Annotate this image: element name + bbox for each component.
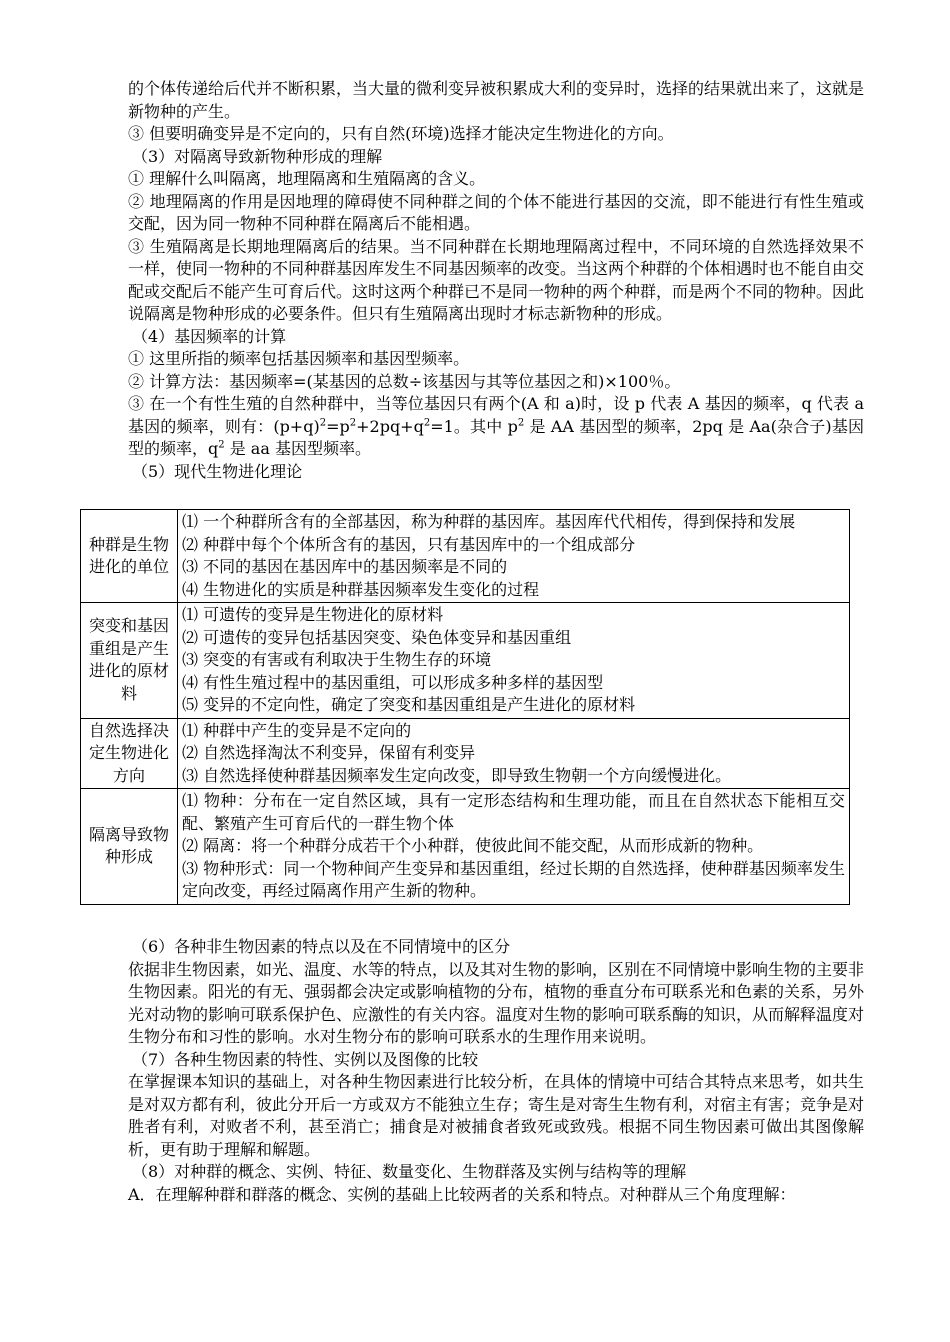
section-3-title: （3）对隔离导致新物种形成的理解 <box>132 146 383 166</box>
variation-note: ③ 但要明确变异是不定向的，只有自然(环境)选择才能决定生物进化的方向。 <box>128 124 674 143</box>
list-item: ⑶ 突变的有害或有利取决于生物生存的环境 <box>182 650 492 669</box>
row-content <box>178 789 850 905</box>
evolution-theory-table <box>80 509 850 905</box>
list-item: ⑶ 自然选择使种群基因频率发生定向改变，即导致生物朝一个方向缓慢进化。 <box>182 765 732 785</box>
section-7-title: （7）各种生物因素的特性、实例以及图像的比较 <box>132 1049 479 1069</box>
list-item: ⑶ 物种形式：同一个物种间产生变异和基因重组，经过长期的自然选择，使种群基因频率发生定向改变，再经过隔离作用产生新的物种。 <box>182 858 845 900</box>
row-content <box>178 603 850 719</box>
list-item: ⑵ 自然选择淘汰不利变异，保留有利变异 <box>182 743 476 762</box>
row-heading: 种群是生物进化的单位 <box>81 510 178 603</box>
list-item: ⑷ 生物进化的实质是种群基因频率发生变化的过程 <box>182 579 540 599</box>
table-row <box>81 789 850 905</box>
list-item: ⑵ 隔离：将一个种群分成若干个小种群，使彼此间不能交配，从而形成新的物种。 <box>182 836 764 855</box>
section-8-text: A．在理解种群和群落的概念、实例的基础上比较两者的关系和特点。对种群从三个角度理解： <box>128 1184 796 1204</box>
section-3-item-1: ① 理解什么叫隔离，地理隔离和生殖隔离的含义。 <box>128 169 486 188</box>
row-heading: 隔离导致物种形成 <box>81 789 178 905</box>
row-content <box>178 510 850 603</box>
page-upper <box>128 78 864 483</box>
section-7-text: 在掌握课本知识的基础上，对各种生物因素进行比较分析，在具体的情境中可结合其特点来思考，如共生是对双方都有利，彼此分开后一方或双方不能独立生存；寄生是对寄生生物有利，对宿主有害；竞争是对胜者有利，对败者不利，甚至消亡；捕食是对被捕食者致死或致残。根据不同生物因素可做出其图像解析，更有助于理解和解题。 <box>128 1072 865 1159</box>
table-row <box>81 718 850 789</box>
list-item: ⑸ 变异的不定向性，确定了突变和基因重组是产生进化的原材料 <box>182 695 636 714</box>
list-item: ⑵ 种群中每个个体所含有的基因，只有基因库中的一个组成部分 <box>182 534 636 554</box>
section-4-item-3: ③ 在一个有性生殖的自然种群中，当等位基因只有两个(A 和 a)时，设 p 代表 A 基因的频率，q 代表 a 基因的频率，则有：$(p+q)^2=p^2+2pq+q^2=1$。其中 $p^2$ 是 AA 基因型的频率，2pq 是 Aa(杂合子)基因型的频率，$q^2$ 是 aa 基因型频率。 <box>128 394 864 458</box>
section-3-item-3: ③ 生殖隔离是长期地理隔离后的结果。当不同种群在长期地理隔离过程中，不同环境的自然选择效果不一样，使同一物种的不同种群基因库发生不同基因频率的改变。当这两个种群的个体相遇时也不能自由交配或交配后不能产生可育后代。这时这两个种群已不是同一物种的两个种群，而是两个不同的物种。因此说隔离是物种形成的必要条件。但只有生殖隔离出现时才标志新物种的形成。 <box>128 236 865 323</box>
table-row <box>81 510 850 603</box>
section-8-title: （8）对种群的概念、实例、特征、数量变化、生物群落及实例与结构等的理解 <box>132 1162 687 1181</box>
section-6-text: 依据非生物因素，如光、温度、水等的特点，以及其对生物的影响，区别在不同情境中影响生物的主要非生物因素。阳光的有无、强弱都会决定或影响植物的分布，植物的垂直分布可联系光和色素的关系，另外光对动物的影响可联系保护色、应激性的有关内容。温度对生物的影响可联系酶的知识，从而解释温度对生物分布和习性的影响。水对生物分布的影响可联系水的生理作用来说明。 <box>128 959 865 1046</box>
section-4-item-2: ② 计算方法：基因频率=(某基因的总数÷该基因与其等位基因之和)×100％。 <box>128 371 681 391</box>
section-6-title: （6）各种非生物因素的特点以及在不同情境中的区分 <box>132 937 511 956</box>
row-heading: 自然选择决定生物进化方向 <box>81 718 178 789</box>
table-row <box>81 603 850 719</box>
list-item: ⑴ 种群中产生的变异是不定向的 <box>182 720 412 740</box>
section-5-title: （5）现代生物进化理论 <box>132 461 303 481</box>
section-3-item-2: ② 地理隔离的作用是因地理的障碍使不同种群之间的个体不能进行基因的交流，即不能进行有性生殖或交配，因为同一物种不同种群在隔离后不能相遇。 <box>128 191 864 233</box>
list-item: ⑴ 一个种群所含有的全部基因，称为种群的基因库。基因库代代相传，得到保持和发展 <box>182 512 796 531</box>
page-lower <box>128 936 864 1206</box>
list-item: ⑷ 有性生殖过程中的基因重组，可以形成多种多样的基因型 <box>182 672 604 692</box>
row-heading: 突变和基因重组是产生进化的原材料 <box>81 603 178 719</box>
list-item: ⑵ 可遗传的变异包括基因突变、染色体变异和基因重组 <box>182 627 572 647</box>
list-item: ⑴ 可遗传的变异是生物进化的原材料 <box>182 605 444 624</box>
list-item: ⑴ 物种：分布在一定自然区域，具有一定形态结构和生理功能，而且在自然状态下能相互交配、繁殖产生可育后代的一群生物个体 <box>182 791 845 833</box>
section-4-title: （4）基因频率的计算 <box>132 326 287 346</box>
list-item: ⑶ 不同的基因在基因库中的基因频率是不同的 <box>182 557 508 576</box>
continuation-paragraph: 的个体传递给后代并不断积累，当大量的微利变异被积累成大利的变异时，选择的结果就出来了，这就是新物种的产生。 <box>128 79 865 121</box>
section-4-item-1: ① 这里所指的频率包括基因频率和基因型频率。 <box>128 349 470 368</box>
row-content <box>178 718 850 789</box>
